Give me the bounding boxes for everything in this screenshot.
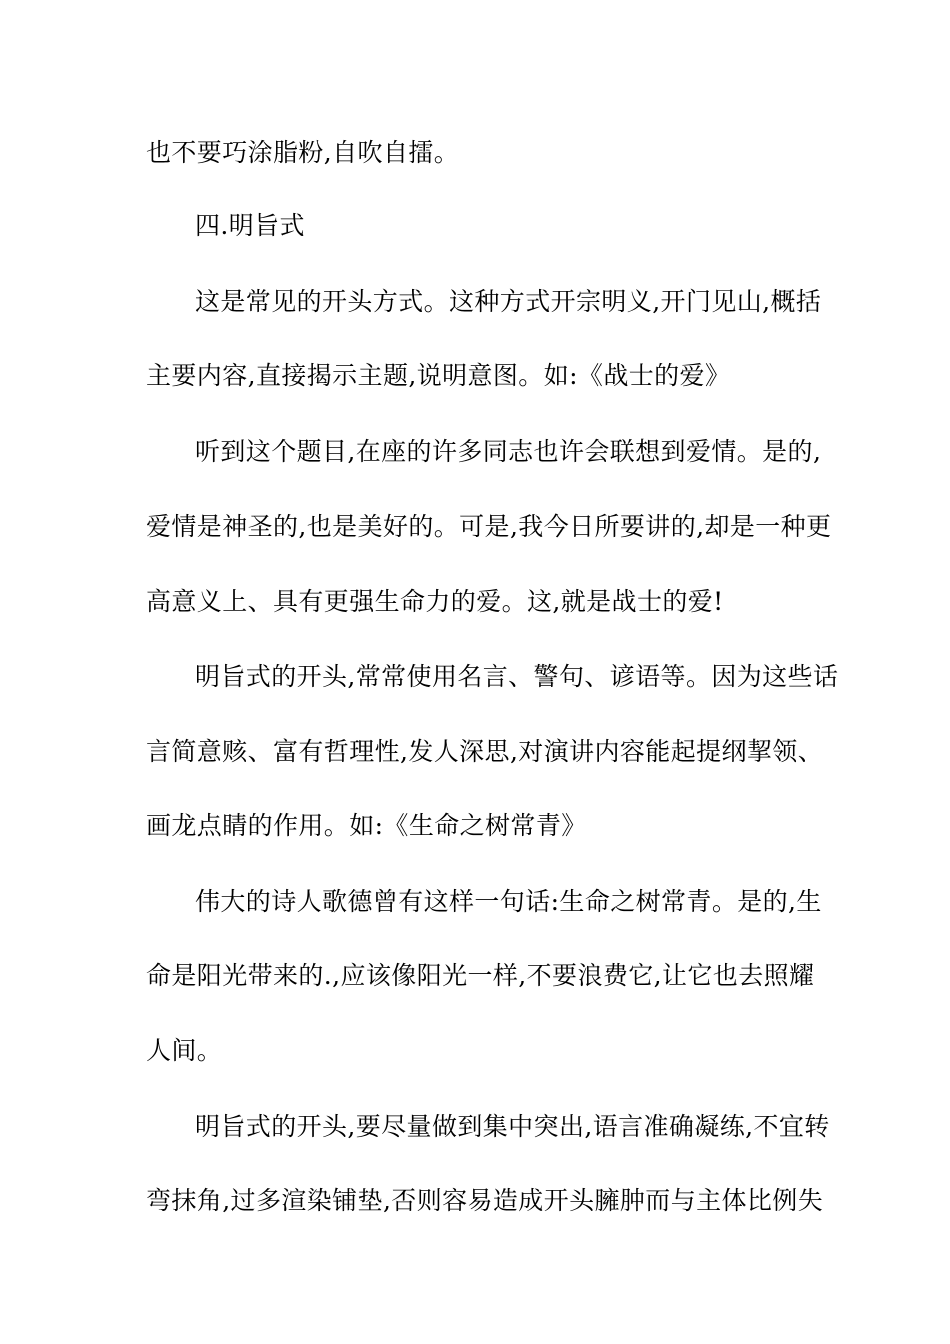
text-line: 爱情是神圣的,也是美好的。可是,我今日所要讲的,却是一种更 [146,512,832,541]
text-line: 弯抹角,过多渲染铺垫,否则容易造成开头臃肿而与主体比例失 [146,1186,824,1215]
text-line: 言简意赅、富有哲理性,发人深思,对演讲内容能起提纲挈领、 [146,737,824,766]
text-line: 明旨式的开头,要尽量做到集中突出,语言准确凝练,不宜转 [195,1112,830,1141]
section-heading: 四.明旨式 [195,211,305,240]
text-line: 伟大的诗人歌德曾有这样一句话:生命之树常青。是的,生 [195,887,822,916]
text-line: 听到这个题目,在座的许多同志也许会联想到爱情。是的, [195,437,822,466]
text-line: 高意义上、具有更强生命力的爱。这,就是战士的爱! [146,587,724,616]
text-line: 主要内容,直接揭示主题,说明意图。如:《战士的爱》 [146,361,731,390]
text-line: 画龙点睛的作用。如:《生命之树常青》 [146,811,587,840]
text-line: 人间。 [146,1036,223,1065]
text-line: 明旨式的开头,常常使用名言、警句、谚语等。因为这些话 [195,662,839,691]
text-line: 命是阳光带来的.,应该像阳光一样,不要浪费它,让它也去照耀 [146,961,815,990]
text-line: 也不要巧涂脂粉,自吹自擂。 [146,138,460,167]
text-line: 这是常见的开头方式。这种方式开宗明义,开门见山,概括 [195,287,822,316]
